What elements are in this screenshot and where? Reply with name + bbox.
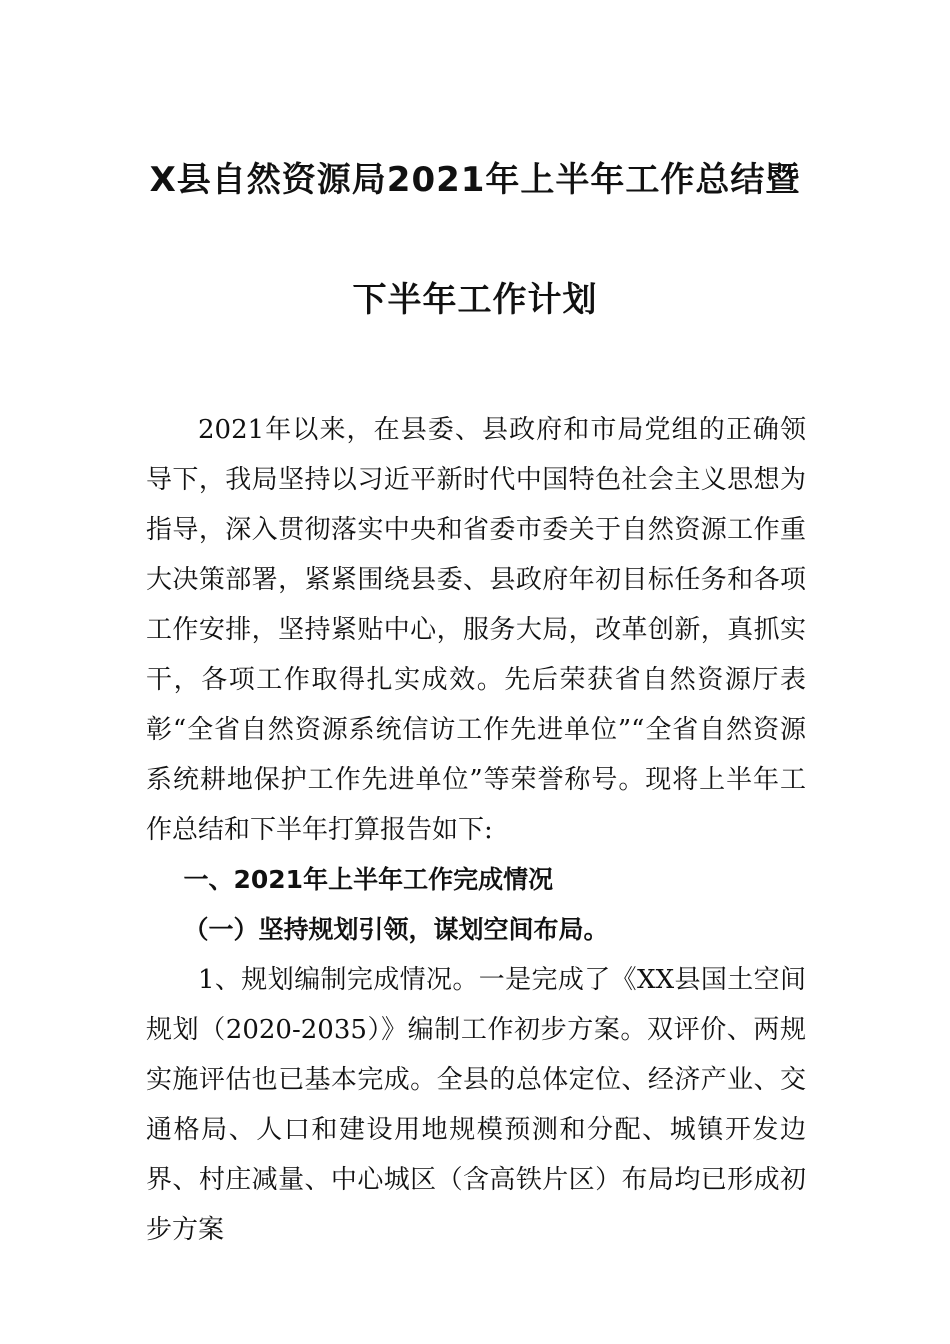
intro-paragraph: 2021年以来，在县委、县政府和市局党组的正确领导下，我局坚持以习近平新时代中国特色社会主义思想为指导，深入贯彻落实中央和省委市委关于自然资源工作重大决策部署，紧紧围绕县委、县政府年初目标任务和各项工作安排，坚持紧贴中心，服务大局，改革创新，真抓实干，各项工作取得扎实成效。先后荣获省自然资源厅表彰“全省自然资源系统信访工作先进单位”“全省自然资源系统耕地保护工作先进单位”等荣誉称号。现将上半年工作总结和下半年打算报告如下: <box>146 415 806 845</box>
section-heading: 一、2021年上半年工作完成情况 <box>183 865 554 894</box>
document-title-line-2: 下半年工作计划 <box>352 280 598 320</box>
document-body <box>146 405 806 1255</box>
subsection-heading: （一）坚持规划引领，谋划空间布局。 <box>183 915 609 944</box>
item-paragraph: 1、规划编制完成情况。一是完成了《XX县国土空间规划（2020-2035）》编制工作初步方案。双评价、两规实施评估也已基本完成。全县的总体定位、经济产业、交通格局、人口和建设用地规模预测和分配、城镇开发边界、村庄减量、中心城区（含高铁片区）布局均已形成初步方案 <box>146 965 806 1245</box>
document-title-line-1: X县自然资源局2021年上半年工作总结暨 <box>149 160 801 200</box>
